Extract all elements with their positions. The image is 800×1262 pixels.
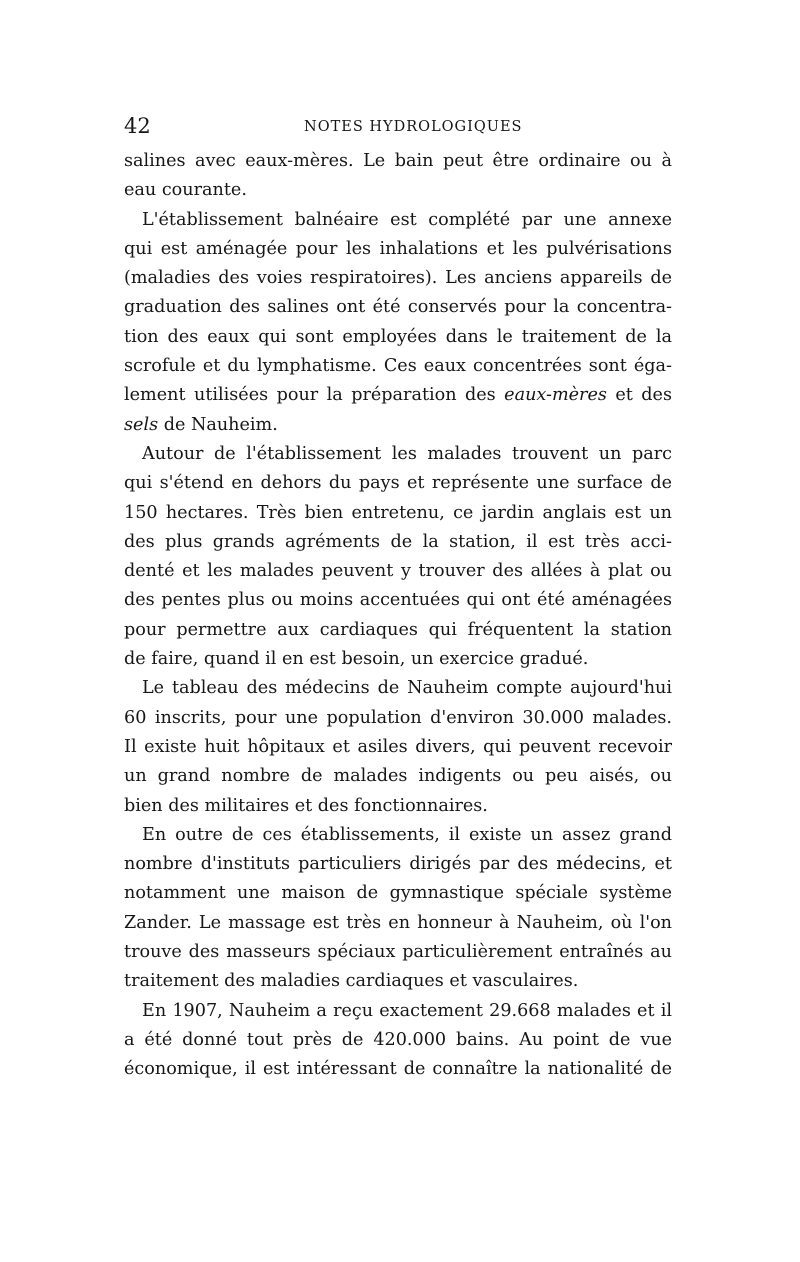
- text-line: [124, 704, 672, 733]
- line-text: qui est aménagée pour les inhalations et les pulvérisations: [124, 238, 672, 259]
- body-text: [124, 147, 672, 1085]
- line-text: Autour de l'établissement les malades trouvent un parc: [142, 443, 672, 464]
- text-line: [124, 762, 672, 791]
- page-number: 42: [124, 114, 151, 138]
- italic-term: sels: [124, 414, 159, 435]
- line-text: En 1907, Nauheim a reçu exactement 29.668 malades et il: [142, 1000, 672, 1021]
- page-header: [124, 114, 672, 138]
- line-text: Il existe huit hôpitaux et asiles divers, qui peuvent recevoir: [124, 736, 672, 757]
- text-line: [124, 206, 672, 235]
- text-line: [124, 850, 672, 879]
- text-line: [124, 264, 672, 293]
- line-text: a été donné tout près de 420.000 bains. Au point de vue: [124, 1029, 672, 1050]
- line-text: des pentes plus ou moins accentuées qui ont été aménagées: [124, 590, 672, 611]
- text-line: [124, 821, 672, 850]
- text-line: [124, 879, 672, 908]
- line-text: tion des eaux qui sont employées dans le traitement de la: [124, 326, 672, 347]
- line-text: économique, il est intéressant de connaître la nationalité de: [124, 1059, 672, 1080]
- text-line: [124, 235, 672, 264]
- line-text: Le tableau des médecins de Nauheim compte aujourd'hui: [142, 678, 672, 699]
- text-line: [124, 147, 672, 176]
- line-text: qui s'étend en dehors du pays et représente une surface de: [124, 473, 672, 494]
- line-text: (maladies des voies respiratoires). Les anciens appareils de: [124, 268, 672, 289]
- text-line: [124, 967, 672, 996]
- text-line: [124, 469, 672, 498]
- line-text: trouve des masseurs spéciaux particulièrement entraînés au: [124, 942, 672, 963]
- text-line: [124, 674, 672, 703]
- line-text: Zander. Le massage est très en honneur à Nauheim, où l'on: [124, 912, 672, 933]
- running-title: NOTES HYDROLOGIQUES: [304, 119, 523, 135]
- text-line: [124, 1026, 672, 1055]
- line-text: de Nauheim.: [158, 414, 278, 435]
- text-line: [124, 411, 672, 440]
- line-text: et des: [606, 385, 672, 406]
- text-line: [124, 557, 672, 586]
- text-line: [124, 381, 672, 410]
- line-text: de faire, quand il en est besoin, un exercice gradué.: [124, 649, 589, 670]
- line-text: En outre de ces établissements, il existe un assez grand: [142, 824, 672, 845]
- line-text: eau courante.: [124, 180, 247, 201]
- text-line: [124, 586, 672, 615]
- line-text: graduation des salines ont été conservés pour la concentra-: [124, 297, 672, 318]
- text-line: [124, 997, 672, 1026]
- text-line: [124, 323, 672, 352]
- line-text: un grand nombre de malades indigents ou peu aisés, ou: [124, 766, 672, 787]
- text-line: [124, 176, 672, 205]
- text-line: [124, 645, 672, 674]
- italic-term: eaux-mères: [504, 385, 607, 406]
- line-text: salines avec eaux-mères. Le bain peut être ordinaire ou à: [124, 151, 672, 171]
- line-text: bien des militaires et des fonctionnaires.: [124, 795, 488, 816]
- text-line: [124, 792, 672, 821]
- line-text: pour permettre aux cardiaques qui fréquentent la station: [124, 619, 672, 640]
- text-line: [124, 440, 672, 469]
- text-line: [124, 352, 672, 381]
- line-text: scrofule et du lymphatisme. Ces eaux concentrées sont éga-: [124, 356, 672, 377]
- line-text: denté et les malades peuvent y trouver des allées à plat ou: [124, 561, 672, 582]
- text-line: [124, 499, 672, 528]
- text-line: [124, 616, 672, 645]
- text-line: [124, 938, 672, 967]
- line-text: lement utilisées pour la préparation des: [124, 385, 505, 406]
- line-text: traitement des maladies cardiaques et vasculaires.: [124, 971, 579, 992]
- line-text: L'établissement balnéaire est complété par une annexe: [142, 209, 672, 230]
- text-line: [124, 733, 672, 762]
- line-text: 150 hectares. Très bien entretenu, ce jardin anglais est un: [124, 502, 672, 523]
- text-line: [124, 528, 672, 557]
- line-text: des plus grands agréments de la station, il est très acci-: [124, 531, 672, 552]
- line-text: 60 inscrits, pour une population d'environ 30.000 malades.: [124, 707, 672, 728]
- line-text: notamment une maison de gymnastique spéciale système: [124, 883, 672, 904]
- text-line: [124, 293, 672, 322]
- line-text: nombre d'instituts particuliers dirigés par des médecins, et: [124, 854, 672, 875]
- text-line: [124, 909, 672, 938]
- text-line: [124, 1055, 672, 1084]
